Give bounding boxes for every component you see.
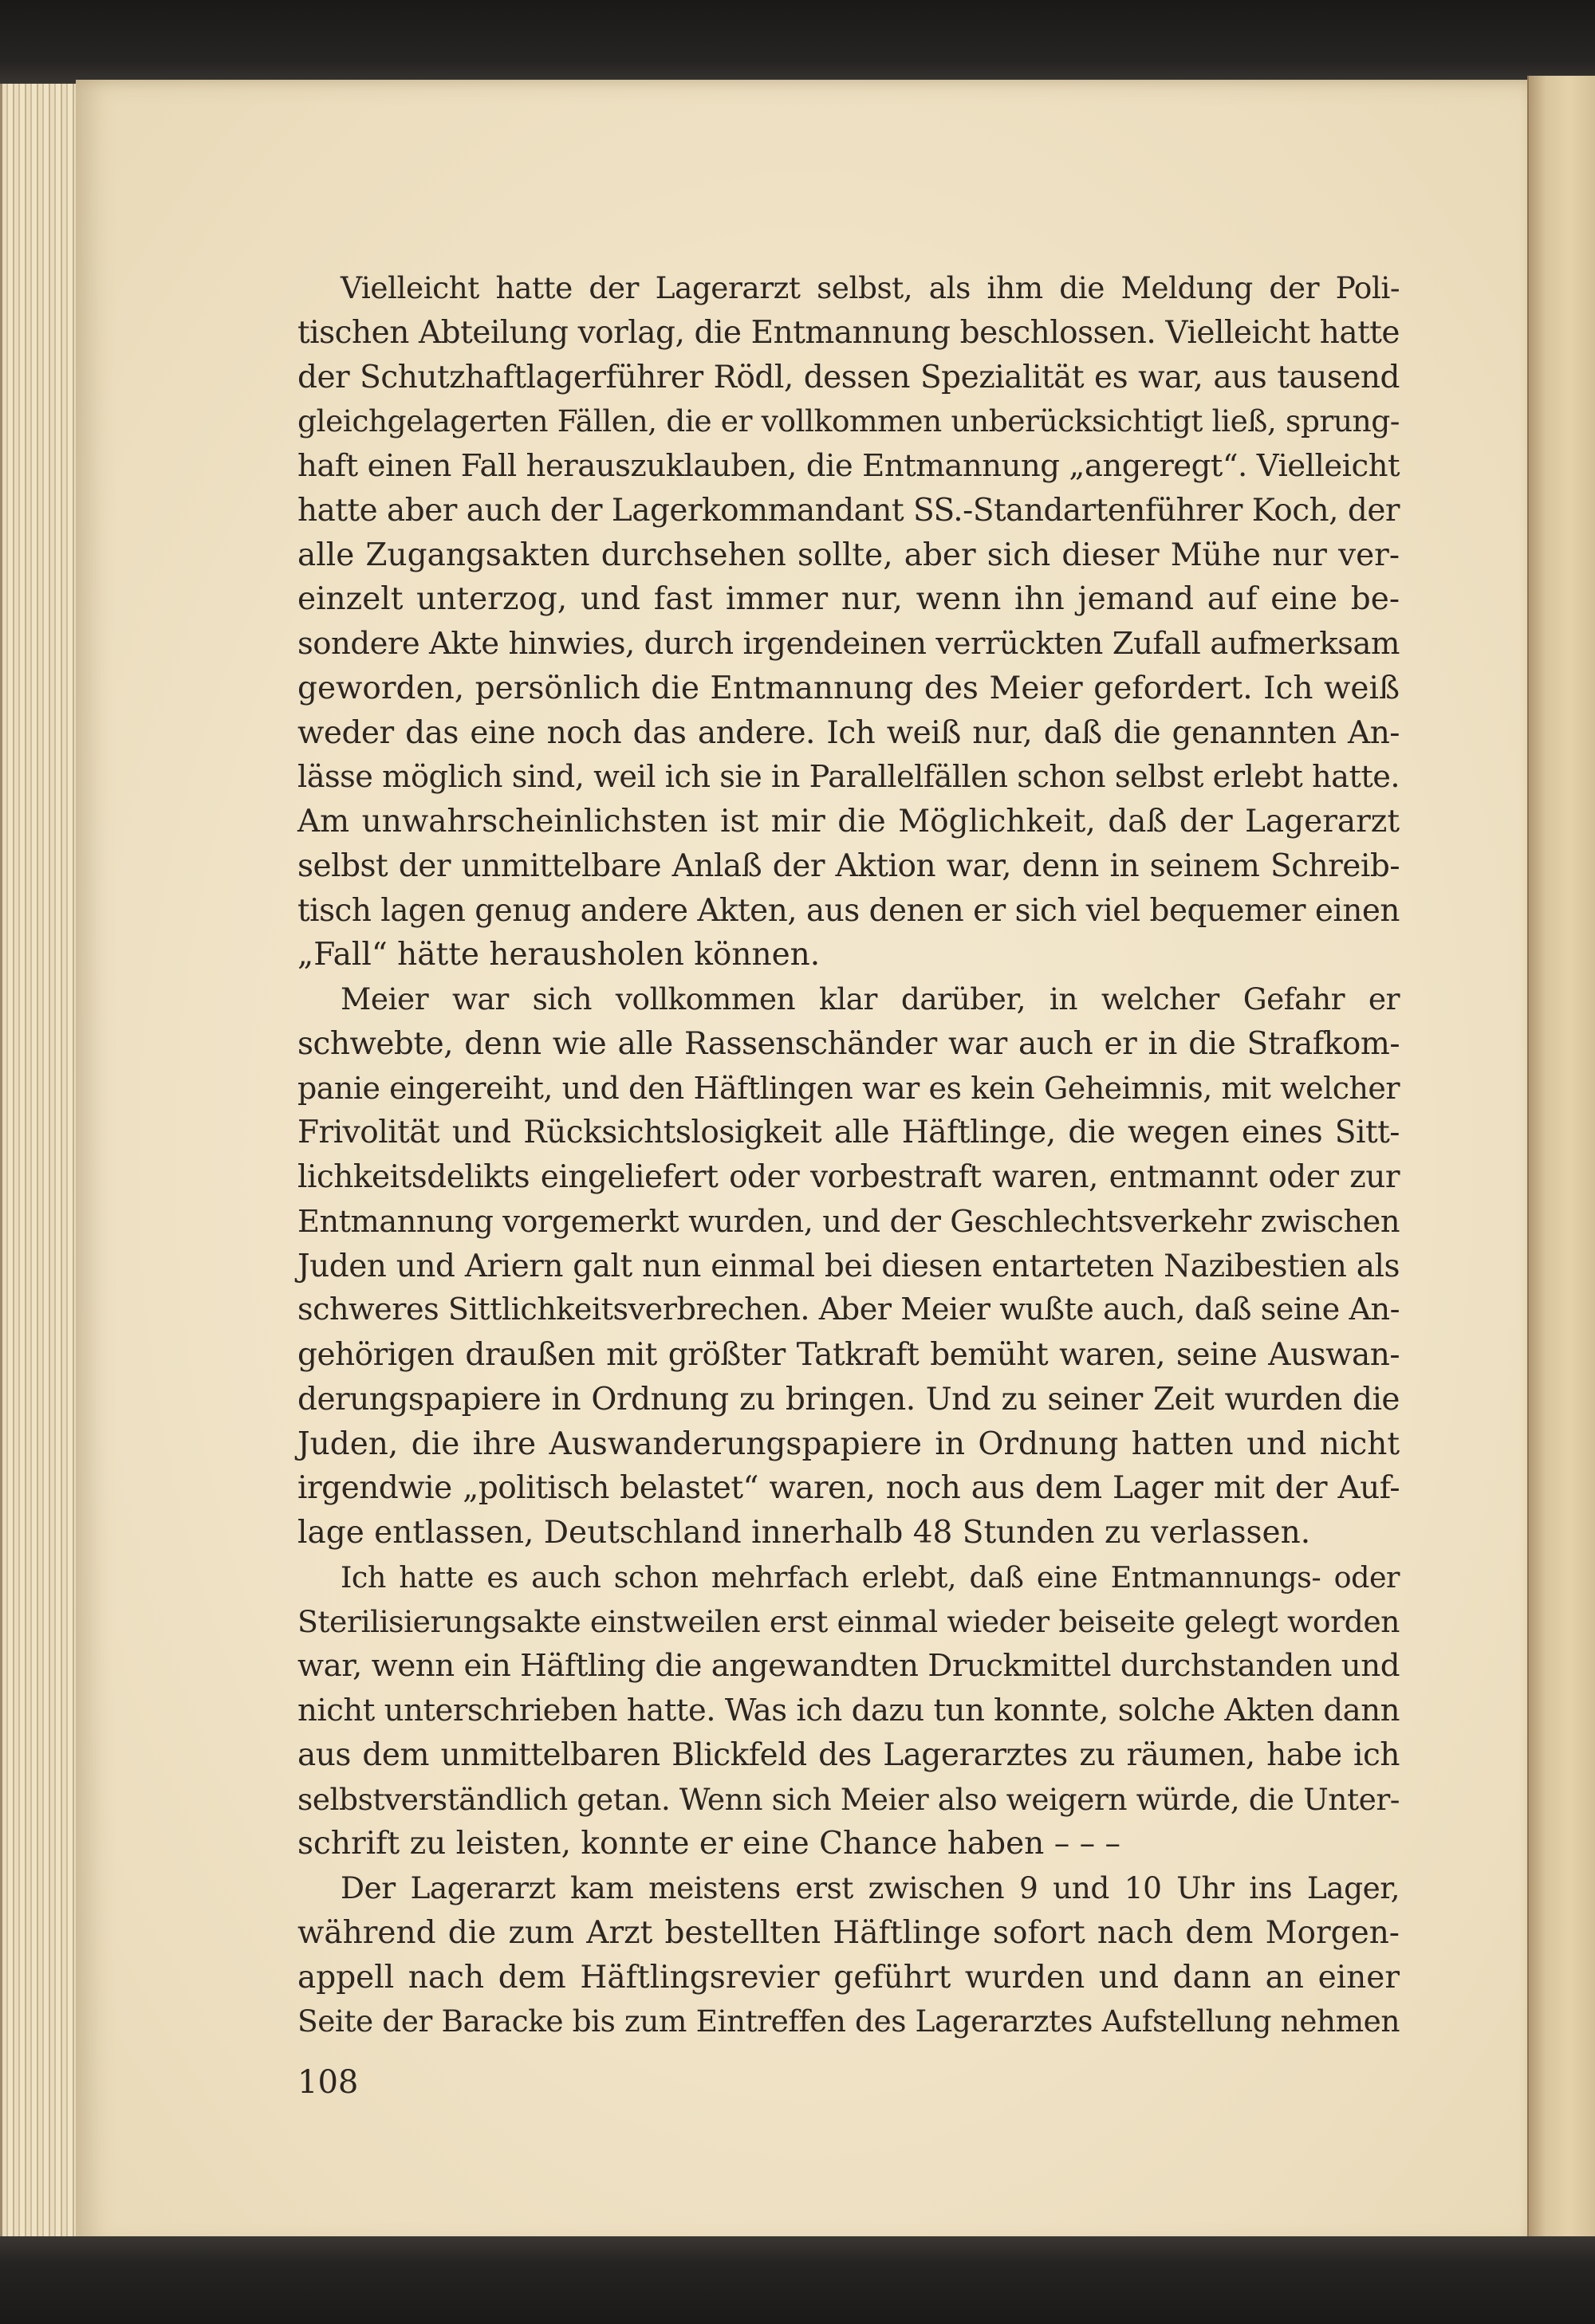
- text-line: lage entlassen, Deutschland innerhalb 48 Stunden zu verlassen.: [297, 1515, 1311, 1551]
- text-line: Frivolität und Rücksichtslosigkeit alle Häftlinge, die wegen eines Sitt-: [297, 1115, 1400, 1151]
- text-line: weder das eine noch das andere. Ich weiß nur, daß die genannten An-: [297, 714, 1400, 751]
- text-line: Ich hatte es auch schon mehrfach erlebt, daß eine Entmannungs- oder: [341, 1559, 1400, 1595]
- text-line: lässe möglich sind, weil ich sie in Parallelfällen schon selbst erlebt hatte.: [297, 759, 1400, 796]
- text-line: irgendwie „politisch belastet“ waren, noch aus dem Lager mit der Auf-: [297, 1470, 1400, 1507]
- text-line: gehörigen draußen mit größter Tatkraft bemüht waren, seine Auswan-: [297, 1337, 1400, 1373]
- facing-page-edge: [1527, 76, 1595, 2252]
- text-line: schrift zu leisten, konnte er eine Chance haben – – –: [297, 1826, 1120, 1862]
- text-line: war, wenn ein Häftling die angewandten Druckmittel durchstanden und: [297, 1648, 1400, 1685]
- text-line: der Schutzhaftlagerführer Rödl, dessen Spezialität es war, aus tausend: [297, 359, 1400, 395]
- text-line: panie eingereiht, und den Häftlingen war es kein Geheimnis, mit welcher: [297, 1070, 1400, 1106]
- text-line: Entmannung vorgemerkt wurden, und der Geschlechtsverkehr zwischen: [297, 1203, 1400, 1240]
- text-line: selbst der unmittelbare Anlaß der Aktion war, denn in seinem Schreib-: [297, 847, 1400, 884]
- text-line: einzelt unterzog, und fast immer nur, wenn ihn jemand auf eine be-: [297, 581, 1400, 618]
- text-line: Sterilisierungsakte einstweilen erst einmal wieder beiseite gelegt worden: [297, 1603, 1400, 1639]
- body-text: [297, 266, 1400, 2044]
- text-line: appell nach dem Häftlingsrevier geführt wurden und dann an einer: [297, 1959, 1400, 1996]
- text-line: Juden und Ariern galt nun einmal bei diesen entarteten Nazibestien als: [297, 1248, 1400, 1284]
- text-line: hatte aber auch der Lagerkommandant SS.-Standartenführer Koch, der: [297, 492, 1400, 529]
- text-line: tisch lagen genug andere Akten, aus denen er sich viel bequemer einen: [297, 892, 1400, 929]
- text-line: alle Zugangsakten durchsehen sollte, aber sich dieser Mühe nur ver-: [297, 537, 1400, 573]
- text-line: schweres Sittlichkeitsverbrechen. Aber Meier wußte auch, daß seine An-: [297, 1292, 1400, 1328]
- text-line: Juden, die ihre Auswanderungspapiere in Ordnung hatten und nicht: [297, 1425, 1400, 1462]
- text-line: nicht unterschrieben hatte. Was ich dazu tun konnte, solche Akten dann: [297, 1693, 1400, 1728]
- text-line: sondere Akte hinwies, durch irgendeinen verrückten Zufall aufmerksam: [297, 626, 1400, 662]
- text-line: gleichgelagerten Fällen, die er vollkommen unberücksichtigt ließ, sprung-: [297, 403, 1400, 439]
- text-line: „Fall“ hätte herausholen können.: [297, 937, 821, 973]
- text-line: lichkeitsdelikts eingeliefert oder vorbestraft waren, entmannt oder zur: [297, 1159, 1400, 1195]
- text-line: Am unwahrscheinlichsten ist mir die Möglichkeit, daß der Lagerarzt: [297, 804, 1400, 840]
- text-line: haft einen Fall herauszuklauben, die Entmannung „angeregt“. Vielleicht: [297, 448, 1400, 484]
- text-line: Der Lagerarzt kam meistens erst zwischen 9 und 10 Uhr ins Lager,: [341, 1870, 1400, 1905]
- text-line: schwebte, denn wie alle Rassenschänder war auch er in die Strafkom-: [297, 1025, 1400, 1062]
- text-line: Vielleicht hatte der Lagerarzt selbst, als ihm die Meldung der Poli-: [341, 270, 1400, 305]
- text-line: aus dem unmittelbaren Blickfeld des Lagerarztes zu räumen, habe ich: [297, 1736, 1400, 1773]
- text-line: während die zum Arzt bestellten Häftlinge sofort nach dem Morgen-: [297, 1914, 1400, 1951]
- text-line: Seite der Baracke bis zum Eintreffen des Lagerarztes Aufstellung nehmen: [297, 2004, 1400, 2039]
- text-line: derungspapiere in Ordnung zu bringen. Und zu seiner Zeit wurden die: [297, 1381, 1400, 1418]
- scanner-top-edge: [0, 0, 1595, 88]
- page-number: 108: [297, 2064, 359, 2101]
- text-line: tischen Abteilung vorlag, die Entmannung beschlossen. Vielleicht hatte: [297, 314, 1400, 351]
- text-line: selbstverständlich getan. Wenn sich Meier also weigern würde, die Unter-: [297, 1781, 1400, 1817]
- text-line: Meier war sich vollkommen klar darüber, in welcher Gefahr er: [341, 981, 1400, 1017]
- text-line: geworden, persönlich die Entmannung des Meier gefordert. Ich weiß: [297, 670, 1400, 706]
- scanner-bottom-edge: [0, 2236, 1595, 2324]
